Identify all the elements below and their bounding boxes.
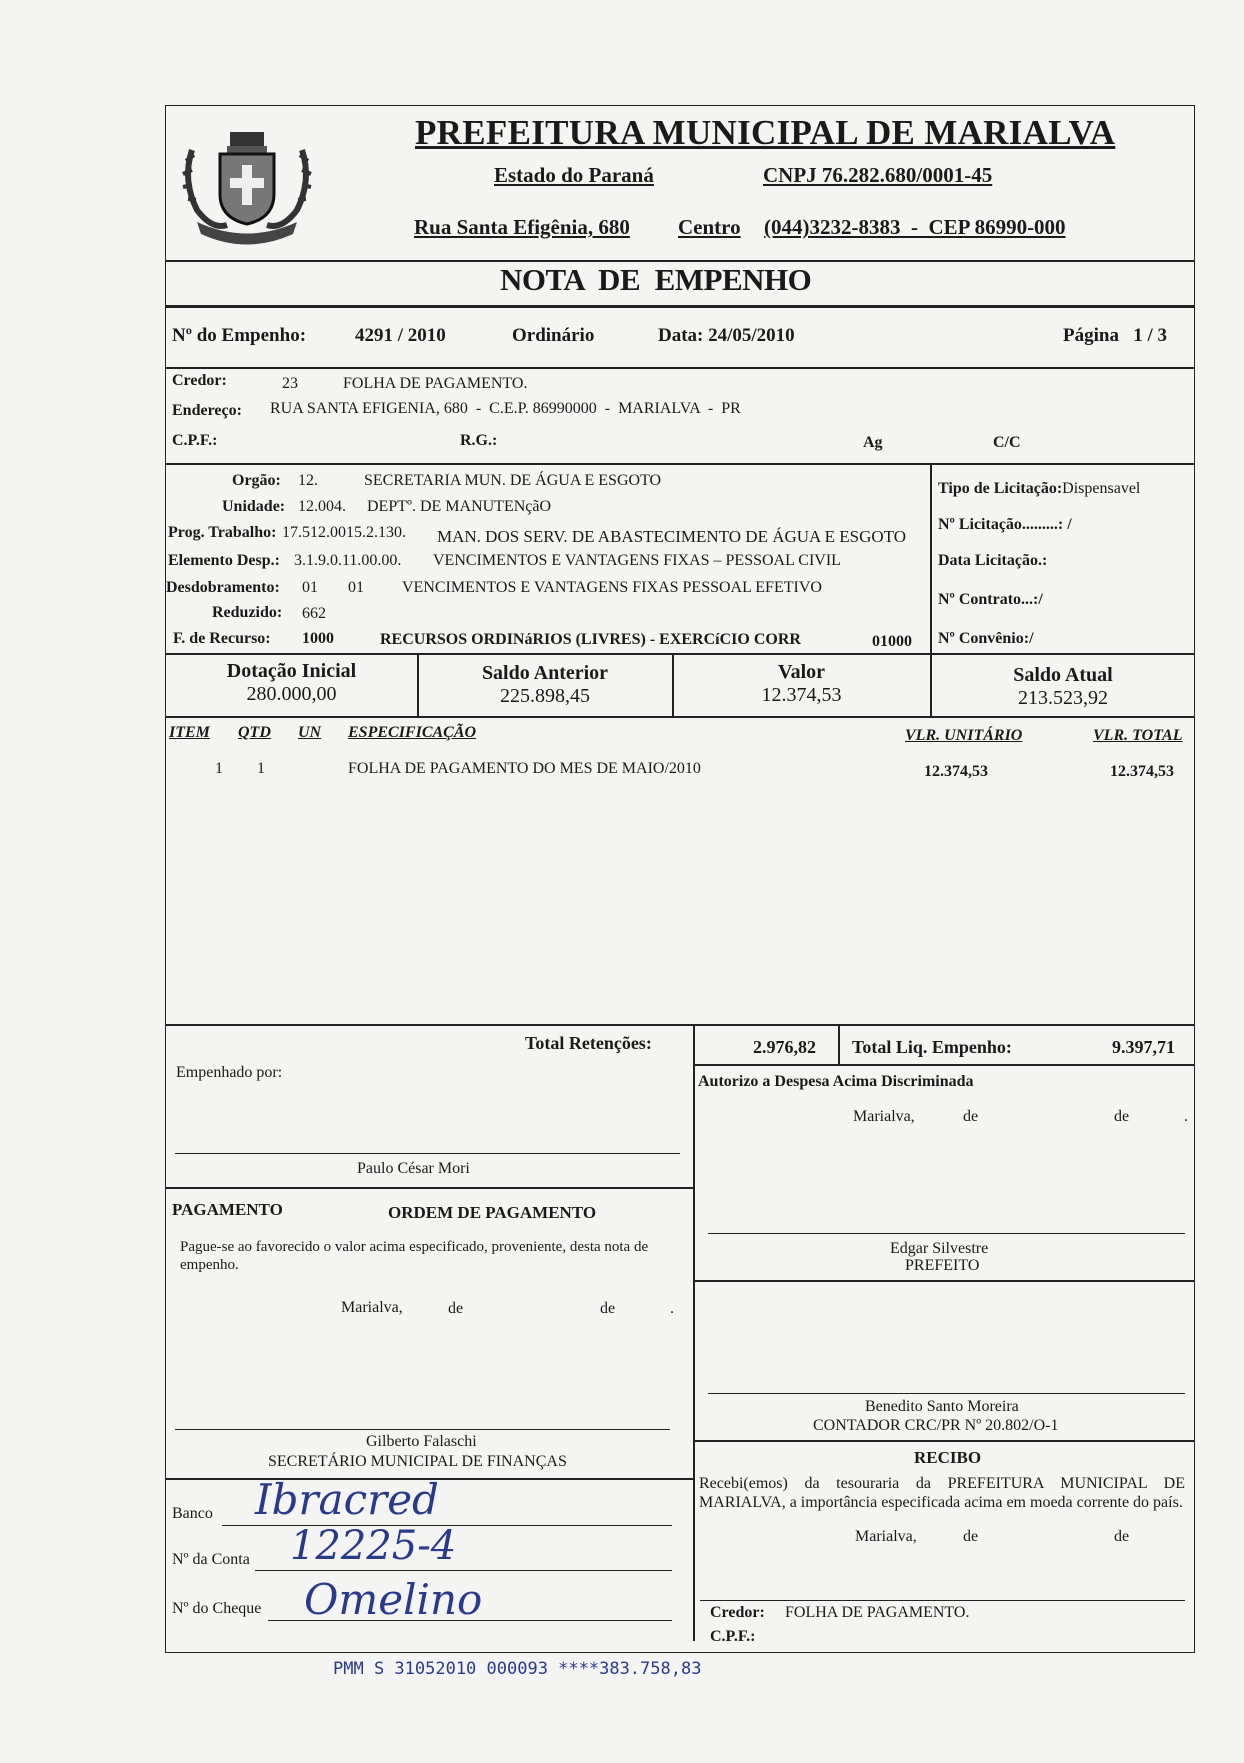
- reduzido-code: 662: [302, 605, 326, 622]
- cnpj-label: CNPJ 76.282.680/0001-45: [763, 163, 993, 187]
- recurso-code2: 01000: [872, 633, 912, 650]
- desd-desc: VENCIMENTOS E VANTAGENS FIXAS PESSOAL EFETIVO: [402, 579, 822, 596]
- credor-name: FOLHA DE PAGAMENTO.: [343, 375, 528, 392]
- recurso-desc: RECURSOS ORDINáRIOS (LIVRES) - EXERCíCIO CORR: [380, 631, 801, 648]
- banco-handwritten: Ibracred: [255, 1475, 439, 1524]
- col-item: ITEM: [169, 724, 210, 741]
- ag-label: Ag: [863, 434, 883, 451]
- saldo-label: Saldo Anterior: [481, 662, 609, 684]
- saldo-valor: [673, 661, 930, 707]
- total-retencoes-label: Total Retenções:: [525, 1033, 652, 1053]
- contador-name: Benedito Santo Moreira: [865, 1398, 1019, 1415]
- saldo-value: 213.523,92: [1018, 687, 1108, 709]
- saldo-label: Saldo Atual: [1013, 664, 1113, 686]
- data-licitacao: Data Licitação.:: [938, 552, 1048, 569]
- prefeito-name: Edgar Silvestre: [890, 1240, 989, 1257]
- district-label: Centro: [678, 215, 741, 239]
- cheque-handwritten: Omelino: [304, 1575, 483, 1624]
- unidade-label: Unidade:: [222, 498, 286, 515]
- prefeito-title: PREFEITO: [905, 1257, 980, 1274]
- cpf-label: C.P.F.:: [172, 432, 218, 449]
- rg-label: R.G.:: [460, 432, 498, 449]
- empenho-type: Ordinário: [512, 325, 595, 346]
- elem-code: 3.1.9.0.11.00.00.: [294, 552, 402, 569]
- autorizo-label: Autorizo a Despesa Acima Discriminada: [698, 1073, 974, 1090]
- left-de-2: de: [600, 1300, 616, 1317]
- numero-licitacao: Nº Licitação.........: /: [938, 516, 1072, 533]
- empenho-number: 4291 / 2010: [355, 325, 446, 346]
- empenhado-por-label: Empenhado por:: [176, 1064, 283, 1081]
- saldo-label: Dotação Inicial: [226, 660, 357, 682]
- reduzido-label: Reduzido:: [212, 604, 283, 621]
- cheque-label: Nº do Cheque: [172, 1600, 262, 1617]
- banco-label: Banco: [172, 1505, 213, 1522]
- prog-label: Prog. Trabalho:: [168, 524, 277, 541]
- recibo-de-1: de: [963, 1528, 979, 1545]
- recibo-cpf-label: C.P.F.:: [710, 1628, 756, 1645]
- col-qtd: QTD: [238, 724, 271, 741]
- desd-code2: 01: [348, 579, 364, 596]
- saldo-value: 12.374,53: [761, 684, 842, 706]
- right-de-1: de: [963, 1108, 979, 1125]
- unidade-code: 12.004.: [298, 498, 346, 515]
- prog-desc: MAN. DOS SERV. DE ABASTECIMENTO DE ÁGUA E ESGOTO: [437, 527, 907, 546]
- numero-contrato: Nº Contrato...:/: [938, 591, 1043, 608]
- pagamento-label: PAGAMENTO: [172, 1200, 283, 1219]
- tipo-licitacao: [938, 480, 1140, 498]
- bank-stamp: PMM S 31052010 000093 ****383.758,83: [333, 1659, 702, 1679]
- saldo-value: 225.898,45: [500, 685, 590, 707]
- elem-desc: VENCIMENTOS E VANTAGENS FIXAS – PESSOAL CIVIL: [433, 552, 841, 569]
- empenhado-name: Paulo César Mori: [357, 1160, 470, 1177]
- endereco-value: RUA SANTA EFIGENIA, 680 - C.E.P. 86990000 - MARIALVA - PR: [270, 400, 741, 417]
- col-un: UN: [298, 724, 322, 741]
- ordem-pagamento-label: ORDEM DE PAGAMENTO: [388, 1203, 597, 1222]
- desd-code1: 01: [302, 579, 318, 596]
- col-vlr-total: VLR. TOTAL: [1093, 727, 1183, 744]
- saldo-label: Valor: [777, 661, 826, 683]
- saldo-anterior: [418, 662, 672, 708]
- recibo-city: Marialva,: [855, 1528, 917, 1545]
- item-number: 1: [215, 760, 223, 777]
- orgao-label: Orgão:: [232, 472, 281, 489]
- state-label: Estado do Paraná: [494, 163, 654, 187]
- coat-of-arms-icon: [172, 110, 322, 250]
- col-vlr-unitario: VLR. UNITÁRIO: [905, 727, 1023, 744]
- contador-title: CONTADOR CRC/PR Nº 20.802/O-1: [813, 1417, 1059, 1434]
- street-label: Rua Santa Efigênia, 680: [414, 215, 630, 239]
- recibo-title: RECIBO: [914, 1448, 982, 1467]
- secretario-name: Gilberto Falaschi: [366, 1433, 477, 1450]
- item-unit-value: 12.374,53: [924, 763, 988, 780]
- conta-handwritten: 12225-4: [290, 1523, 457, 1569]
- unidade-desc: DEPTº. DE MANUTENçãO: [367, 498, 552, 515]
- right-city: Marialva,: [853, 1108, 915, 1125]
- left-dot: .: [670, 1300, 674, 1317]
- pague-se-text: Pague-se ao favorecido o valor acima especificado, proveniente, desta nota de empenho.: [180, 1239, 649, 1273]
- desd-label: Desdobramento:: [166, 579, 280, 596]
- empenho-label: Nº do Empenho:: [172, 325, 307, 346]
- conta-label: Nº da Conta: [172, 1551, 250, 1568]
- orgao-desc: SECRETARIA MUN. DE ÁGUA E ESGOTO: [364, 472, 662, 489]
- numero-convenio: Nº Convênio:/: [938, 630, 1034, 647]
- total-liquido-value: 9.397,71: [1112, 1037, 1175, 1057]
- left-de-1: de: [448, 1300, 464, 1317]
- saldo-dotacao-inicial: [166, 660, 417, 706]
- recurso-label: F. de Recurso:: [173, 630, 271, 647]
- recibo-credor-value: FOLHA DE PAGAMENTO.: [785, 1604, 970, 1621]
- empenho-date: Data: 24/05/2010: [658, 325, 795, 346]
- item-total-value: 12.374,53: [1110, 763, 1174, 780]
- recibo-de-2: de: [1114, 1528, 1130, 1545]
- municipality-title: PREFEITURA MUNICIPAL DE MARIALVA: [415, 113, 1116, 152]
- endereco-label: Endereço:: [172, 402, 242, 419]
- recibo-credor-label: Credor:: [710, 1604, 765, 1621]
- saldo-value: 280.000,00: [246, 683, 337, 705]
- total-liquido-label: Total Liq. Empenho:: [852, 1037, 1012, 1057]
- tipo-licitacao-label: Tipo de Licitação:: [938, 480, 1063, 497]
- recurso-code: 1000: [302, 630, 334, 647]
- total-retencoes-value: 2.976,82: [753, 1037, 816, 1057]
- col-especificacao: ESPECIFICAÇÃO: [348, 724, 477, 741]
- left-city: Marialva,: [341, 1299, 403, 1316]
- orgao-code: 12.: [298, 472, 318, 489]
- item-spec: FOLHA DE PAGAMENTO DO MES DE MAIO/2010: [348, 760, 701, 777]
- document-title: NOTA DE EMPENHO: [500, 262, 812, 297]
- recibo-text: Recebi(emos) da tesouraria da PREFEITURA MUNICIPAL DE MARIALVA, a importância especificada acima em moeda corrente do país.: [699, 1475, 1185, 1511]
- item-qtd: 1: [257, 760, 265, 777]
- elem-label: Elemento Desp.:: [168, 552, 280, 569]
- tipo-licitacao-value: Dispensavel: [1062, 480, 1141, 497]
- credor-code: 23: [282, 375, 298, 392]
- secretario-title: SECRETÁRIO MUNICIPAL DE FINANÇAS: [268, 1453, 567, 1470]
- page-number: Página 1 / 3: [1063, 325, 1167, 346]
- saldo-atual: [931, 664, 1195, 710]
- cc-label: C/C: [993, 434, 1021, 451]
- right-dot: .: [1184, 1108, 1188, 1125]
- prog-code: 17.512.0015.2.130.: [282, 524, 406, 541]
- phone-cep-label: (044)3232-8383 - CEP 86990-000: [764, 215, 1066, 239]
- right-de-2: de: [1114, 1108, 1130, 1125]
- credor-label: Credor:: [172, 372, 227, 389]
